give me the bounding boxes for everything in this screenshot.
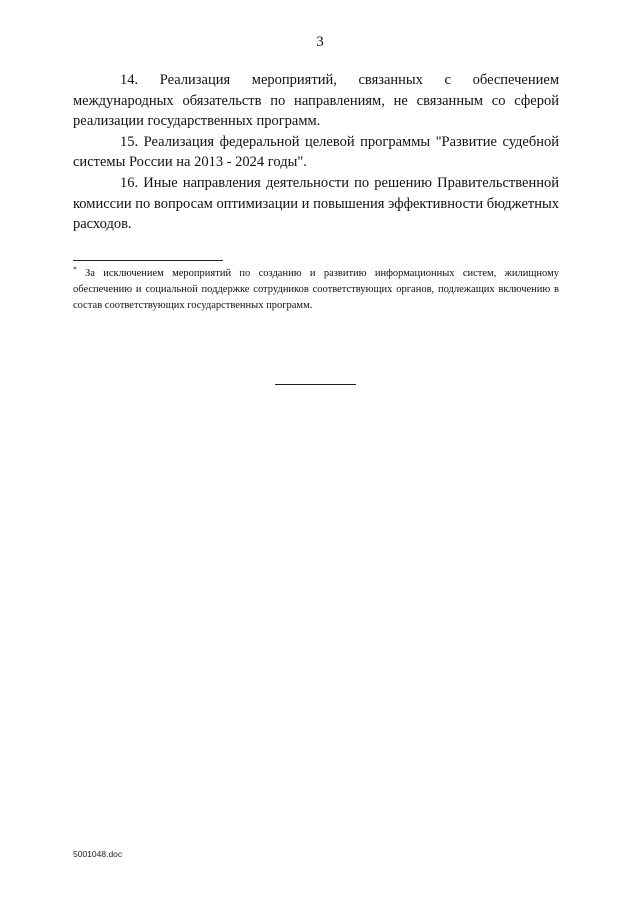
paragraph-item-16: 16. Иные направления деятельности по решению Правительственной комиссии по вопросам оптимизации и повышения эффективности бюджетных расходов. [73, 174, 559, 233]
footnote-marker: * [73, 265, 77, 274]
paragraph-item-15: 15. Реализация федеральной целевой программы "Развитие судебной системы России на 2013 - 2024 годы". [73, 133, 559, 171]
footnote-separator [73, 260, 223, 261]
footnote [73, 266, 559, 313]
document-id: 5001048.doc [73, 849, 123, 859]
footnote-text: За исключением мероприятий по созданию и развитию информационных систем, жилищному обеспечению и социальной поддержке сотрудников соответствующих органов, подлежащих включению в состав соответствующих государственных программ. [73, 268, 559, 311]
paragraph-item-14: 14. Реализация мероприятий, связанных с обеспечением международных обязательств по направлениям, не связанным со сферой реализации государственных программ. [73, 72, 559, 130]
page-number: 3 [316, 34, 324, 50]
end-of-document-line [275, 384, 356, 385]
document-body [73, 70, 559, 235]
